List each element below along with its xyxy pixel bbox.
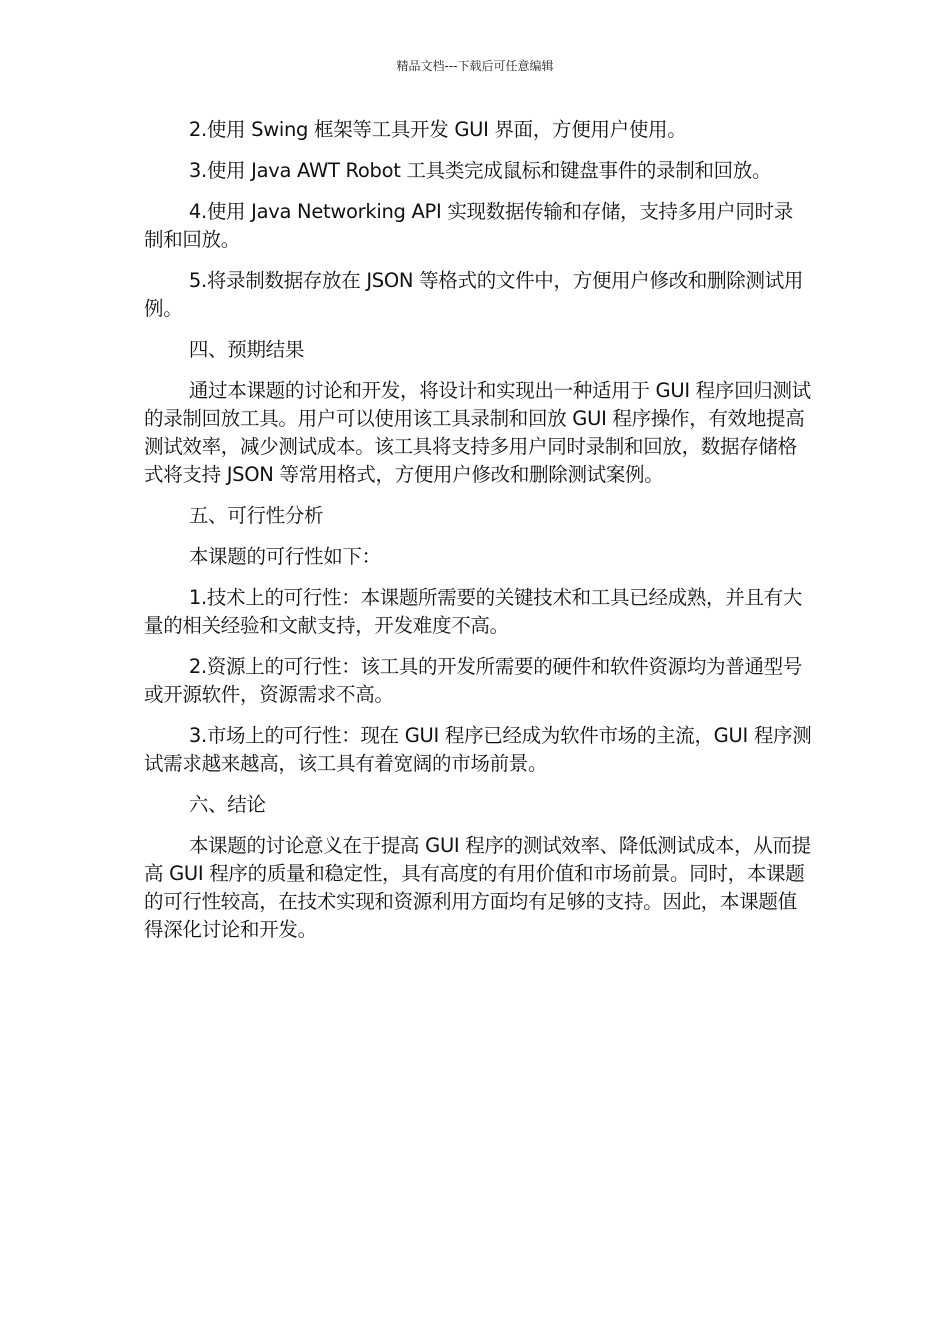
paragraph-method-4: 4.使用 Java Networking API 实现数据传输和存储，支持多用户同时录制和回放。 bbox=[144, 200, 793, 251]
paragraph-method-5: 5.将录制数据存放在 JSON 等格式的文件中，方便用户修改和删除测试用例。 bbox=[144, 269, 804, 320]
paragraph-method-2: 2.使用 Swing 框架等工具开发 GUI 界面，方便用户使用。 bbox=[188, 118, 687, 141]
section-heading-feasibility: 五、可行性分析 bbox=[188, 504, 324, 527]
page-header: 精品文档---下载后可任意编辑 bbox=[396, 59, 554, 73]
document-body bbox=[144, 116, 812, 957]
section-heading-expected-results: 四、预期结果 bbox=[188, 338, 305, 361]
section-heading-conclusion: 六、结论 bbox=[188, 793, 266, 816]
paragraph-feasibility-market: 3.市场上的可行性：现在 GUI 程序已经成为软件市场的主流，GUI 程序测试需求越来越高，该工具有着宽阔的市场前景。 bbox=[144, 724, 812, 775]
paragraph-expected-results: 通过本课题的讨论和开发，将设计和实现出一种适用于 GUI 程序回归测试的录制回放工具。用户可以使用该工具录制和回放 GUI 程序操作，有效地提高测试效率，减少测试成本。该工具将支持多用户同时录制和回放，数据存储格式将支持 JSON 等常用格式，方便用户修改和删除测试案例。 bbox=[144, 379, 811, 486]
paragraph-feasibility-resource: 2.资源上的可行性：该工具的开发所需要的硬件和软件资源均为普通型号或开源软件，资源需求不高。 bbox=[144, 655, 803, 706]
paragraph-method-3: 3.使用 Java AWT Robot 工具类完成鼠标和键盘事件的录制和回放。 bbox=[188, 159, 772, 182]
paragraph-conclusion: 本课题的讨论意义在于提高 GUI 程序的测试效率、降低测试成本，从而提高 GUI 程序的质量和稳定性，具有高度的有用价值和市场前景。同时，本课题的可行性较高，在技术实现和资源利用方面均有足够的支持。因此，本课题值得深化讨论和开发。 bbox=[144, 834, 811, 941]
paragraph-feasibility-intro: 本课题的可行性如下： bbox=[188, 545, 381, 568]
paragraph-feasibility-technical: 1.技术上的可行性：本课题所需要的关键技术和工具已经成熟，并且有大量的相关经验和文献支持，开发难度不高。 bbox=[144, 586, 803, 637]
